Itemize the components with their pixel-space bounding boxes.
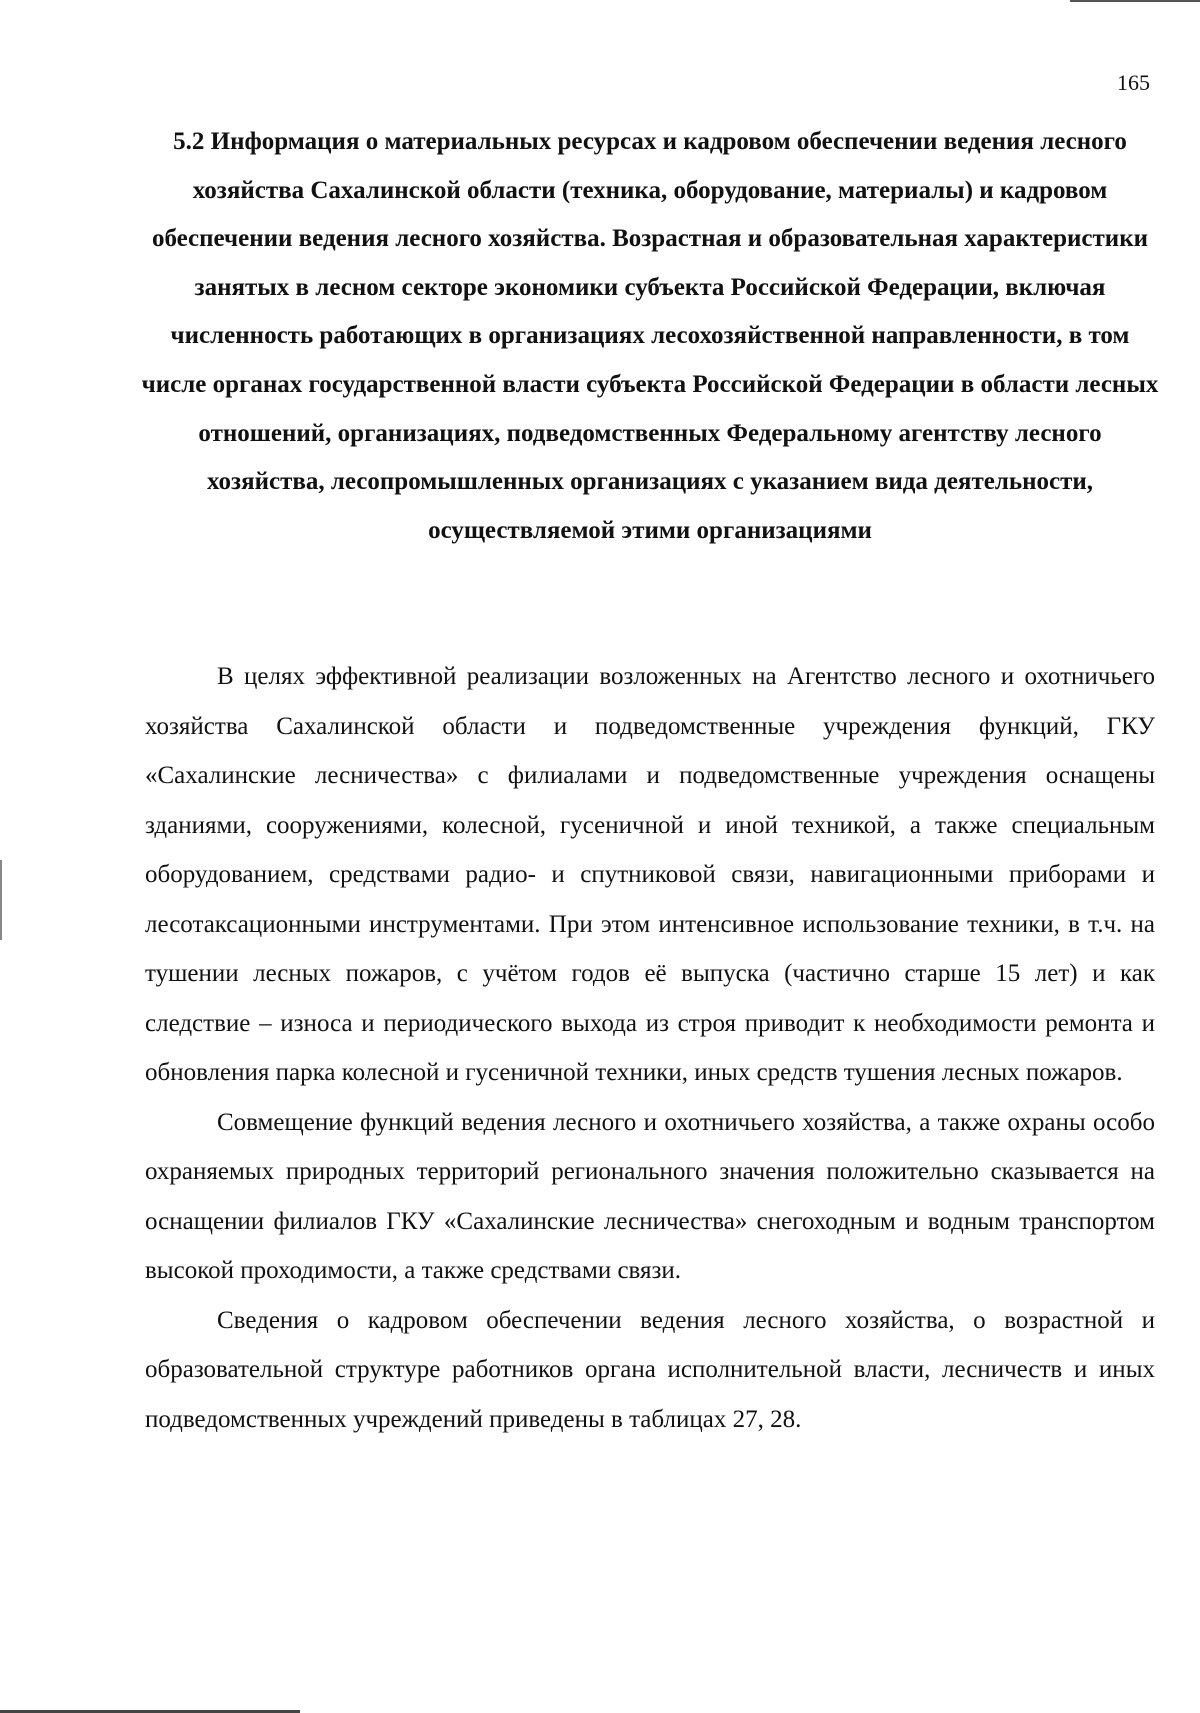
paragraph-combined-functions: Совмещение функций ведения лесного и охотничьего хозяйства, а также охраны особо охраняемых природных территорий регионального значения положительно сказывается на оснащении филиалов ГКУ «Сахалинские лесничества» снегоходным и водным транспортом высокой проходимости, а также средствами связи. xyxy=(145,1108,1155,1284)
section-heading: 5.2 Информация о материальных ресурсах и кадровом обеспечении ведения лесного хозяйства Сахалинской области (техника, оборудование, материалы) и кадровом обеспечении ведения лесного хозяйства. Возрастная и образовательная характеристики занятых в лесном секторе экономики субъекта Российской Федерации, включая численность работающих в организациях лесохозяйственной направленности, в том числе органах государственной власти субъекта Российской Федерации в области лесных отношений, организациях, подведомственных Федеральному агентству лесного хозяйства, лесопромышленных организациях с указанием вида деятельности, осуществляемой этими организациями xyxy=(141,128,1159,544)
scan-left-edge-mark xyxy=(0,860,2,940)
paragraph-equipment: В целях эффективной реализации возложенных на Агентство лесного и охотничьего хозяйства Сахалинской области и подведомственные учреждения функций, ГКУ «Сахалинские лесничества» с филиалами и подведомственные учреждения оснащены зданиями, сооружениями, колесной, гусеничной и иной техникой, а также специальным оборудованием, средствами радио- и спутниковой связи, навигационными приборами и лесотаксационными инструментами. При этом интенсивное использование техники, в т.ч. на тушении лесных пожаров, с учётом годов её выпуска (частично старше 15 лет) и как следствие – износа и периодического выхода из строя приводит к необходимости ремонта и обновления парка колесной и гусеничной техники, иных средств тушения лесных пожаров. xyxy=(145,663,1155,1086)
paragraph-staffing-tables: Сведения о кадровом обеспечении ведения лесного хозяйства, о возрастной и образовательной структуре работников органа исполнительной власти, лесничеств и иных подведомственных учреждений приведены в таблицах 27, 28. xyxy=(145,1306,1155,1433)
page-number: 165 xyxy=(1117,70,1150,95)
body-text xyxy=(145,652,1155,1444)
scan-top-rule xyxy=(1070,0,1200,2)
